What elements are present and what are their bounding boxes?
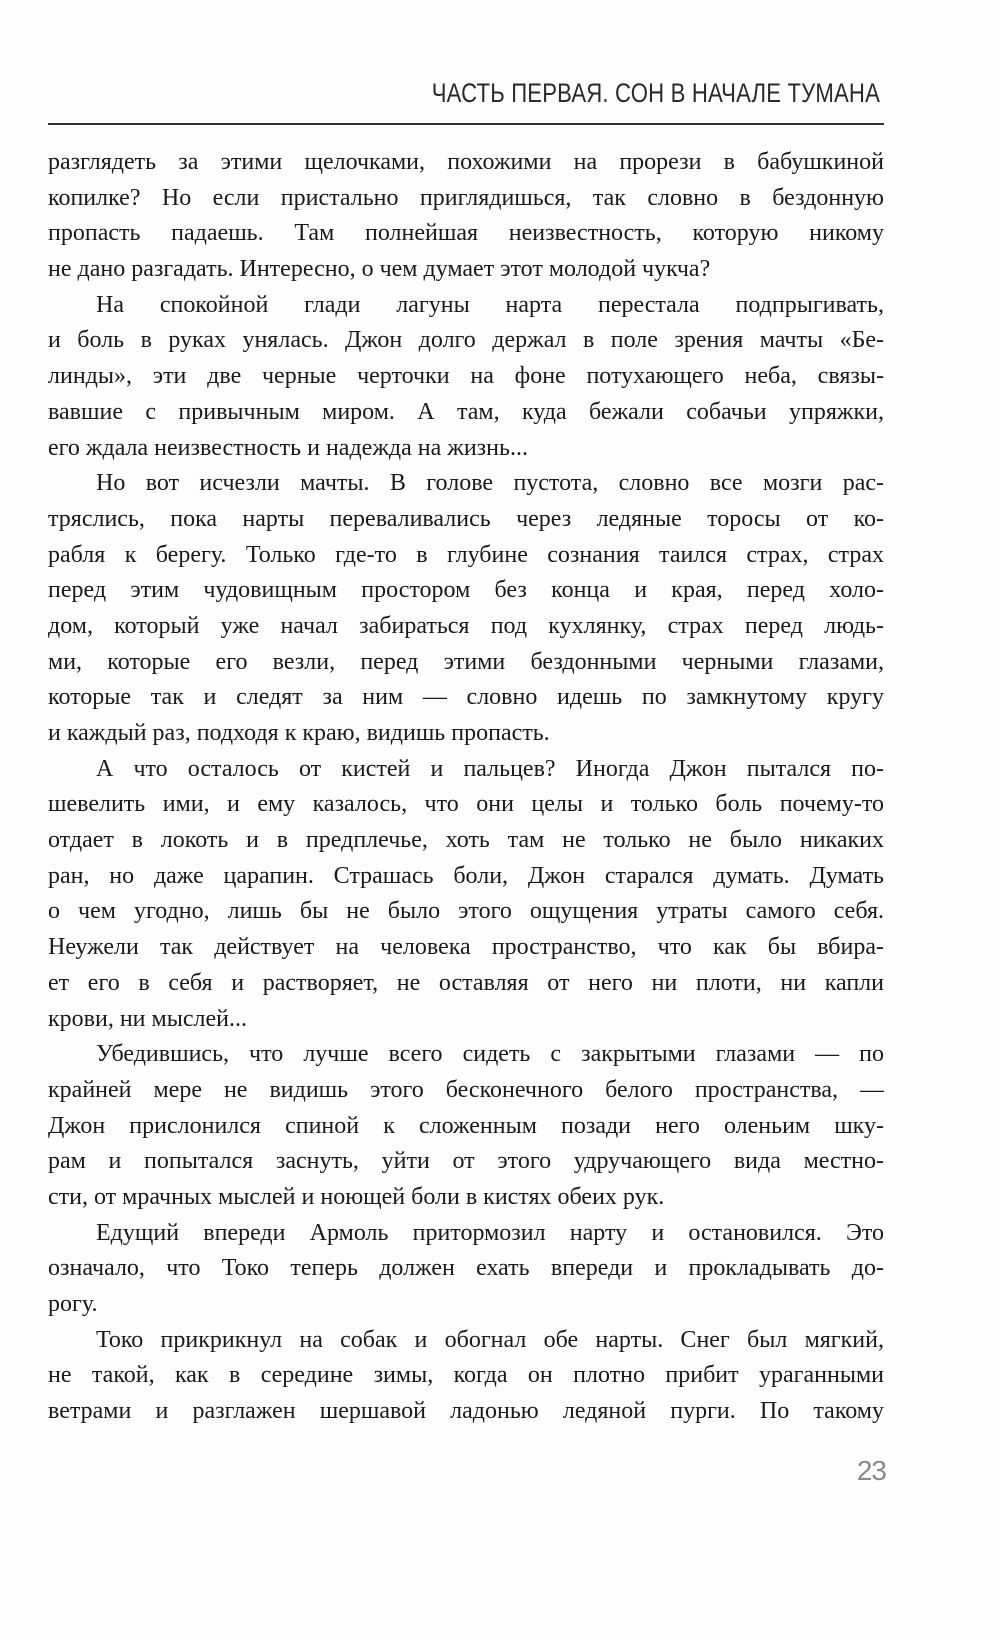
- text-line: копилке? Но если пристально приглядишься, так словно в бездонную: [48, 184, 884, 211]
- text-line: означало, что Токо теперь должен ехать впереди и прокладывать до-: [48, 1255, 884, 1282]
- text-line: перед этим чудовищным простором без конца и края, перед холо-: [48, 577, 884, 604]
- page-number: 23: [856, 1455, 886, 1486]
- text-line: рогу.: [48, 1291, 98, 1317]
- text-line: вавшие с привычным миром. А там, куда бежали собачьи упряжки,: [48, 398, 884, 425]
- text-line: и боль в руках унялась. Джон долго держал в поле зрения мачты «Бе-: [48, 327, 884, 354]
- text-line: рабля к берегу. Только где-то в глубине сознания таился страх, страх: [48, 541, 884, 568]
- text-line: ет его в себя и растворяет, не оставляя от него ни плоти, ни капли: [48, 969, 884, 996]
- text-line: пропасть падаешь. Там полнейшая неизвестность, которую никому: [48, 220, 884, 247]
- text-line: и каждый раз, подходя к краю, видишь пропасть.: [48, 720, 550, 746]
- text-line: рам и попытался заснуть, уйти от этого удручающего вида местно-: [48, 1148, 884, 1175]
- text-line: Токо прикрикнул на собак и обогнал обе нарты. Снег был мягкий,: [96, 1326, 884, 1353]
- text-line: не такой, как в середине зимы, когда он плотно прибит ураганными: [48, 1362, 884, 1389]
- text-line: сти, от мрачных мыслей и ноющей боли в кистях обеих рук.: [48, 1183, 665, 1210]
- text-line: его ждала неизвестность и надежда на жизнь...: [48, 434, 528, 461]
- text-line: шевелить ими, и ему казалось, что они целы и только боль почему-то: [48, 791, 884, 818]
- text-line: Джон прислонился спиной к сложенным позади него оленьим шку-: [48, 1112, 884, 1139]
- text-line: ран, но даже царапин. Страшась боли, Джон старался думать. Думать: [48, 862, 884, 889]
- text-line: На спокойной глади лагуны нарта перестала подпрыгивать,: [96, 291, 884, 318]
- text-line: дом, который уже начал забираться под кухлянку, страх перед людь-: [48, 612, 884, 639]
- text-line: крайней мере не видишь этого бесконечного белого пространства, —: [48, 1076, 884, 1103]
- text-line: о чем угодно, лишь бы не было этого ощущения утраты самого себя.: [48, 898, 884, 925]
- text-line: А что осталось от кистей и пальцев? Иногда Джон пытался по-: [96, 755, 884, 782]
- text-line: ми, которые его везли, перед этими бездонными черными глазами,: [48, 648, 884, 675]
- body-text: [48, 145, 884, 1430]
- text-line: Неужели так действует на человека пространство, что как бы вбира-: [48, 934, 884, 961]
- text-line: Едущий впереди Армоль притормозил нарту и остановился. Это: [96, 1219, 884, 1246]
- text-line: которые так и следят за ним — словно идешь по замкнутому кругу: [48, 684, 884, 711]
- text-line: линды», эти две черные черточки на фоне потухающего неба, связы-: [48, 363, 884, 390]
- text-line: тряслись, пока нарты переваливались через ледяные торосы от ко-: [48, 505, 884, 532]
- text-line: не дано разгадать. Интересно, о чем думает этот молодой чукча?: [48, 256, 711, 283]
- text-line: разглядеть за этими щелочками, похожими на прорези в бабушкиной: [48, 149, 884, 175]
- text-line: крови, ни мыслей...: [48, 1005, 247, 1032]
- text-line: отдает в локоть и в предплечье, хоть там не только не было никаких: [48, 827, 884, 854]
- header-rule: [48, 123, 884, 125]
- text-line: Но вот исчезли мачты. В голове пустота, словно все мозги рас-: [96, 470, 884, 497]
- running-head: ЧАСТЬ ПЕРВАЯ. СОН В НАЧАЛЕ ТУМАНА: [431, 78, 880, 108]
- text-line: ветрами и разглажен шершавой ладонью ледяной пурги. По такому: [48, 1398, 884, 1425]
- text-line: Убедившись, что лучше всего сидеть с закрытыми глазами — по: [96, 1041, 884, 1068]
